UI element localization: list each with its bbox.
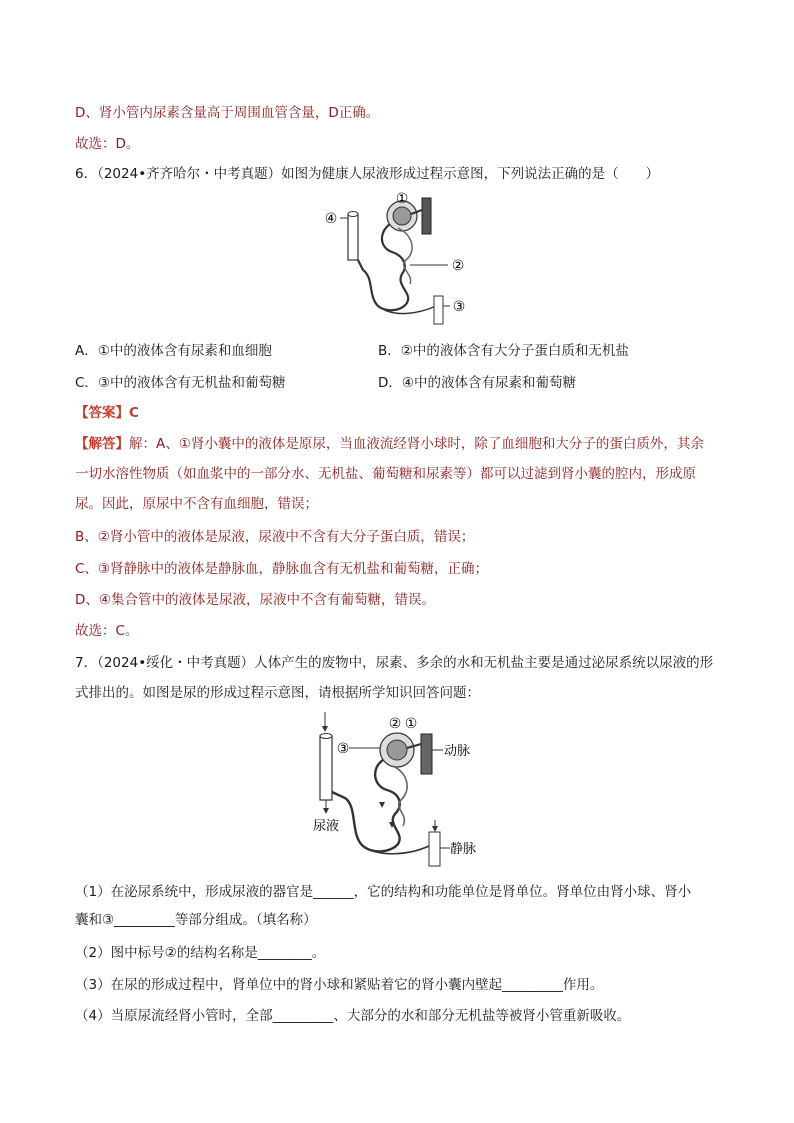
q7-nephron-figure [305,710,495,870]
q6-answer [75,403,139,423]
prev-answer-d: D、肾小管内尿素含量高于周围血管含量，D正确。 [75,105,380,121]
q7-label-1: ① [404,716,418,732]
q6-label-1: ① [395,191,409,207]
q6-explain-line-2: 一切水溶性物质（如血浆中的一部分水、无机盐、葡萄糖和尿素等）都可以过滤到肾小囊的腔内，形成原 [75,466,696,482]
q7-sub-4: （4）当原尿流经肾小管时，全部_________、大部分的水和部分无机盐等被肾小管重新吸收。 [75,1008,631,1024]
prev-choice: 故选：D。 [75,136,140,152]
q6-label-3: ③ [452,299,466,315]
answer-value: C [129,405,139,421]
q7-stem-line-1: 7．（2024•绥化・中考真题）人体产生的废物中，尿素、多余的水和无机盐主要是通过泌尿系统以尿液的形 [75,655,714,671]
q6-choice: 故选：C。 [75,623,139,639]
explain-tag: 【解答】 [75,436,129,452]
q7-sub-3: （3）在尿的形成过程中，肾单位中的肾小球和紧贴着它的肾小囊内壁起_________作用。 [75,977,604,993]
q7-label-artery: 动脉 [444,744,471,759]
q6-option-d: D．④中的液体含有尿素和葡萄糖 [378,375,576,391]
q7-label-2: ② [388,716,402,732]
q7-sub-2: （2）图中标号②的结构名称是________。 [75,945,326,961]
q7-label-vein: 静脉 [450,842,477,857]
q6-explain-line-3: 尿。因此，原尿中不含有血细胞，错误； [75,496,318,512]
answer-tag: 【答案】 [75,405,129,421]
q6-option-a: A．①中的液体含有尿素和血细胞 [75,343,272,359]
q6-explain-line-1 [75,434,704,454]
q6-explain-d: D、④集合管中的液体是尿液，尿液中不含有葡萄糖，错误。 [75,592,435,608]
q6-option-b: B．②中的液体含有大分子蛋白质和无机盐 [378,343,629,359]
q6-label-2: ② [451,258,465,274]
q6-explain-b: B、②肾小管中的液体是尿液，尿液中不含有大分子蛋白质，错误； [75,529,475,545]
q7-sub-1-line-2: 囊和③_________等部分组成。（填名称） [75,912,317,928]
q6-nephron-figure [318,188,478,326]
q7-label-3: ③ [336,741,350,757]
q7-stem-line-2: 式排出的。如图是尿的形成过程示意图，请根据所学知识回答问题： [75,685,480,701]
q6-stem: 6．（2024•齐齐哈尔・中考真题）如图为健康人尿液形成过程示意图，下列说法正确的是（ ） [75,166,660,182]
q6-explain-c: C、③肾静脉中的液体是静脉血，静脉血含有无机盐和葡萄糖，正确； [75,561,489,577]
q6-label-4: ④ [324,211,338,227]
q7-sub-1-line-1: （1）在泌尿系统中，形成尿液的器官是______，它的结构和功能单位是肾单位。肾单位由肾小球、肾小 [75,884,692,900]
q6-option-c: C．③中的液体含有无机盐和葡萄糖 [75,375,286,391]
explain-text-1: 解：A、①肾小囊中的液体是原尿，当血液流经肾小球时，除了血细胞和大分子的蛋白质外，其余 [129,436,704,452]
q7-label-urine: 尿液 [313,819,340,834]
